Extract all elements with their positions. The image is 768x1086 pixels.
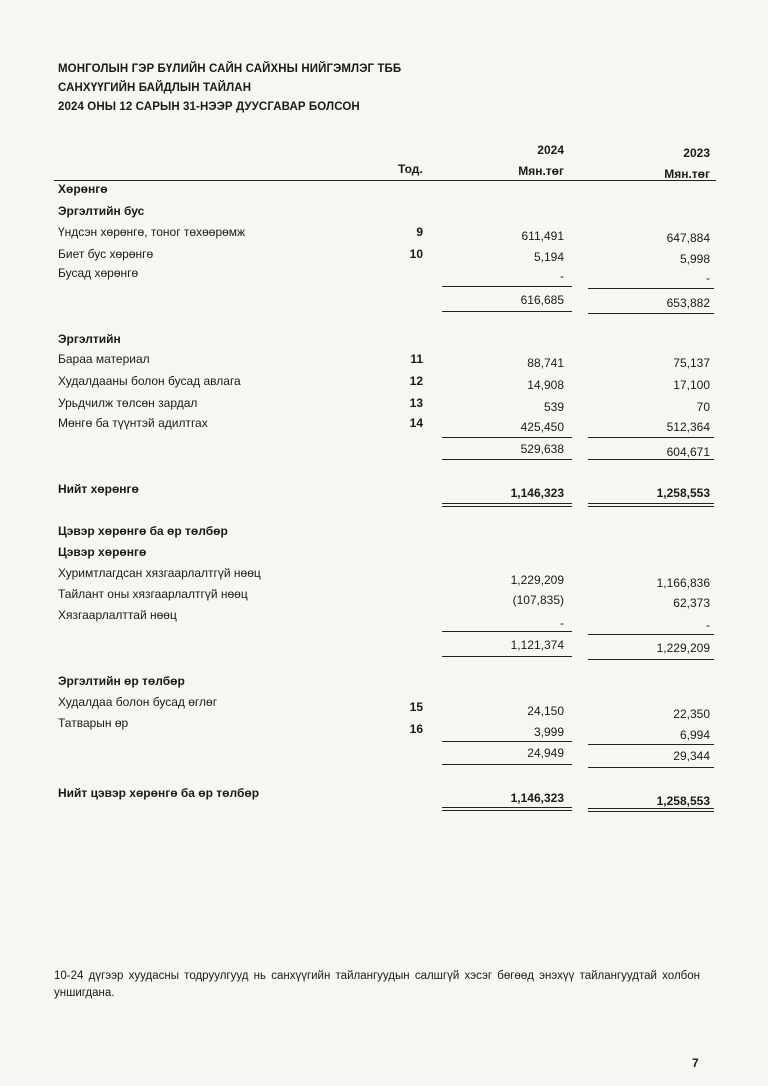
total-double-rule — [442, 810, 572, 811]
subtotal-row: 616,685 653,882 — [520, 293, 710, 310]
header-rule — [54, 180, 716, 181]
total-double-rule — [588, 503, 714, 504]
page-number: 7 — [692, 1056, 699, 1070]
subtotal-rule — [442, 741, 572, 742]
subtotal-rule — [588, 659, 714, 660]
subtotal-row: 24,949 29,344 — [527, 746, 710, 763]
report-header — [58, 60, 401, 117]
total-equity-liabilities-row: Нийт цэвэр хөрөнгө ба өр төлбөр 1,146,323 1,258,553 — [58, 786, 710, 808]
subtotal-rule — [588, 767, 714, 768]
note-column-header: Тод. — [398, 162, 423, 176]
subtotal-rule — [588, 744, 714, 745]
subsection-heading: Эргэлтийн — [58, 332, 121, 346]
table-row: Худалдаа болон бусад өглөг 15 24,150 22,350 — [58, 695, 710, 721]
subtotal-rule — [442, 286, 572, 287]
subtotal-rule — [588, 634, 714, 635]
organization-name: МОНГОЛЫН ГЭР БҮЛИЙН САЙН САЙХНЫ НИЙГЭМЛЭГ ТББ — [58, 63, 402, 75]
subtotal-rule — [588, 313, 714, 314]
subtotal-rule — [442, 764, 572, 765]
table-row: Татварын өр 16 3,999 6,994 — [58, 716, 710, 742]
total-double-rule — [442, 503, 572, 504]
subsection-heading: Эргэлтийн өр төлбөр — [58, 674, 185, 688]
total-double-rule — [588, 506, 714, 507]
unit-2024-header: Мян.төг — [518, 164, 564, 178]
section-heading: Цэвэр хөрөнгө ба өр төлбөр — [58, 524, 228, 538]
subtotal-rule — [442, 437, 572, 438]
table-row: Худалдааны болон бусад авлага 12 14,908 17,100 — [58, 374, 710, 392]
subtotal-rule — [442, 311, 572, 312]
total-double-rule — [588, 811, 714, 812]
year-2023-header: 2023 — [683, 146, 710, 160]
section-heading: Хөрөнгө — [58, 182, 108, 196]
report-title: САНХҮҮГИЙН БАЙДЛЫН ТАЙЛАН — [58, 82, 252, 94]
subtotal-rule — [588, 437, 714, 438]
subsection-heading: Эргэлтийн бус — [58, 204, 145, 218]
table-row: Хязгаарлалттай нөөц - - — [58, 608, 710, 632]
table-row: Биет бус хөрөнгө 10 5,194 5,998 — [58, 247, 710, 266]
table-row: Хуримтлагдсан хязгаарлалтгүй нөөц 1,229,209 1,166,836 — [58, 566, 710, 590]
subtotal-row: 529,638 604,671 — [520, 442, 710, 459]
subtotal-rule — [588, 288, 714, 289]
subtotal-row: 1,121,374 1,229,209 — [510, 638, 710, 655]
total-double-rule — [442, 506, 572, 507]
table-row: Урьдчилж төлсөн зардал 13 539 70 — [58, 396, 710, 414]
total-double-rule — [588, 808, 714, 809]
subtotal-rule — [442, 631, 572, 632]
subtotal-rule — [588, 459, 714, 460]
unit-2023-header: Мян.төг — [664, 167, 710, 181]
total-assets-row: Нийт хөрөнгө 1,146,323 1,258,553 — [58, 482, 710, 500]
table-row: Тайлант оны хязгаарлалтгүй нөөц (107,835) 62,373 — [58, 587, 710, 610]
subtotal-rule — [442, 656, 572, 657]
table-row: Бараа материал 11 88,741 75,137 — [58, 352, 710, 370]
table-row: Үндсэн хөрөнгө, тоног төхөөрөмж 9 611,491 647,884 — [58, 225, 710, 245]
total-double-rule — [442, 807, 572, 808]
year-2024-header: 2024 — [537, 143, 564, 157]
footnote: 10-24 дүгээр хуудасны тодруулгууд нь санхүүгийн тайлангуудын салшгүй хэсэг бөгөөд энэхүү тайлангуудтай холбон уншигдана. — [54, 970, 700, 999]
table-row: Мөнгө ба түүнтэй адилтгах 14 425,450 512,364 — [58, 416, 710, 434]
table-row: Бусад хөрөнгө - - — [58, 266, 710, 285]
report-period: 2024 ОНЫ 12 САРЫН 31-НЭЭР ДУУСГАВАР БОЛСОН — [58, 101, 360, 113]
subtotal-rule — [442, 459, 572, 460]
subsection-heading: Цэвэр хөрөнгө — [58, 545, 147, 559]
